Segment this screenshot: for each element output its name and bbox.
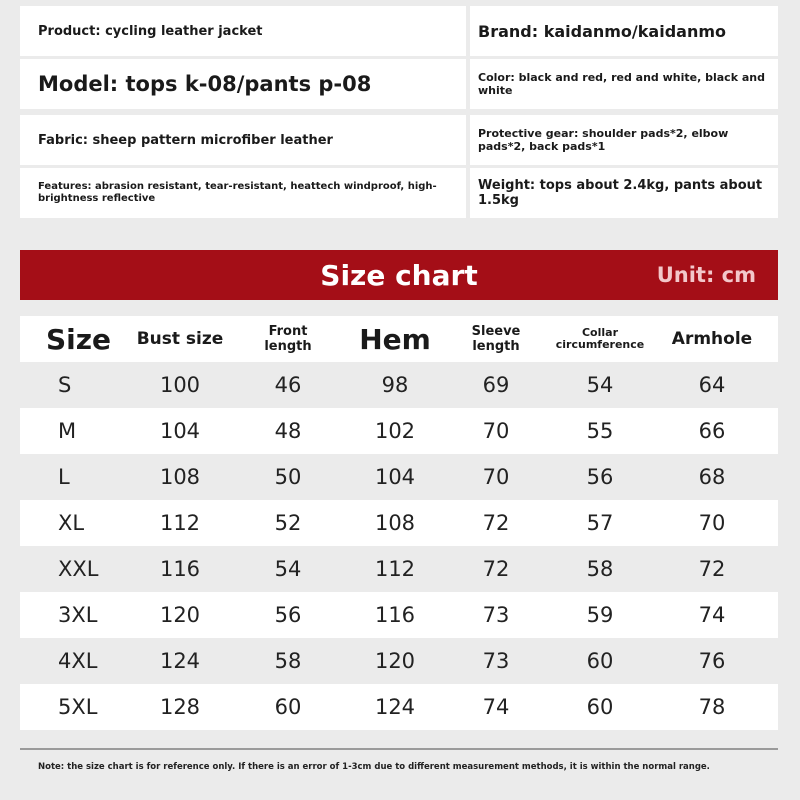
table-row — [20, 500, 778, 546]
spec-brand: Brand: kaidanmo/kaidanmo — [470, 6, 778, 56]
cell-bust-size: 120 — [159, 603, 201, 627]
header-size: Size — [46, 322, 112, 356]
cell-sleeve-length: 70 — [482, 465, 510, 489]
cell-sleeve-length: 73 — [482, 603, 510, 627]
header-hem: Hem — [359, 322, 431, 356]
cell-hem: 120 — [374, 649, 416, 673]
footnote: Note: the size chart is for reference only. If there is an error of 1-3cm due to different measurement methods, it is within the normal range. — [38, 762, 710, 772]
cell-collar-circumference: 57 — [586, 511, 614, 535]
spec-model: Model: tops k-08/pants p-08 — [20, 59, 466, 109]
cell-armhole: 66 — [698, 419, 726, 443]
cell-bust-size: 100 — [159, 373, 201, 397]
cell-front-length: 46 — [274, 373, 302, 397]
table-body — [20, 362, 778, 730]
unit-label: Unit: cm — [656, 263, 756, 287]
size-chart-banner — [20, 250, 778, 300]
cell-front-length: 58 — [274, 649, 302, 673]
header-collar-circumference: Collar circumference — [555, 326, 645, 351]
table-row — [20, 408, 778, 454]
cell-collar-circumference: 60 — [586, 695, 614, 719]
cell-bust-size: 128 — [159, 695, 201, 719]
spec-weight: Weight: tops about 2.4kg, pants about 1.5kg — [470, 168, 778, 218]
cell-armhole: 74 — [698, 603, 726, 627]
cell-collar-circumference: 55 — [586, 419, 614, 443]
cell-size: S — [58, 373, 72, 397]
cell-front-length: 60 — [274, 695, 302, 719]
header-sleeve-length: Sleeve length — [471, 324, 521, 354]
cell-size: L — [58, 465, 70, 489]
bottom-divider — [20, 748, 778, 750]
spec-color: Color: black and red, red and white, black and white — [470, 59, 778, 109]
cell-armhole: 76 — [698, 649, 726, 673]
cell-hem: 98 — [381, 373, 409, 397]
cell-size: M — [58, 419, 77, 443]
cell-size: XL — [58, 511, 85, 535]
table-row — [20, 362, 778, 408]
cell-collar-circumference: 58 — [586, 557, 614, 581]
spec-fabric: Fabric: sheep pattern microfiber leather — [20, 115, 466, 165]
cell-armhole: 70 — [698, 511, 726, 535]
cell-hem: 112 — [374, 557, 416, 581]
cell-sleeve-length: 73 — [482, 649, 510, 673]
cell-sleeve-length: 72 — [482, 511, 510, 535]
cell-armhole: 72 — [698, 557, 726, 581]
spec-product: Product: cycling leather jacket — [20, 6, 466, 56]
cell-collar-circumference: 54 — [586, 373, 614, 397]
cell-size: 5XL — [58, 695, 98, 719]
spec-row-model — [20, 59, 778, 109]
spec-row-features — [20, 168, 778, 218]
table-row — [20, 592, 778, 638]
cell-sleeve-length: 72 — [482, 557, 510, 581]
header-armhole: Armhole — [671, 329, 753, 349]
cell-front-length: 50 — [274, 465, 302, 489]
cell-collar-circumference: 56 — [586, 465, 614, 489]
cell-size: 4XL — [58, 649, 98, 673]
spec-row-fabric — [20, 115, 778, 165]
cell-sleeve-length: 69 — [482, 373, 510, 397]
cell-sleeve-length: 74 — [482, 695, 510, 719]
cell-front-length: 54 — [274, 557, 302, 581]
cell-hem: 108 — [374, 511, 416, 535]
cell-hem: 102 — [374, 419, 416, 443]
cell-bust-size: 108 — [159, 465, 201, 489]
cell-bust-size: 116 — [159, 557, 201, 581]
table-row — [20, 684, 778, 730]
cell-collar-circumference: 60 — [586, 649, 614, 673]
cell-armhole: 64 — [698, 373, 726, 397]
cell-bust-size: 124 — [159, 649, 201, 673]
header-bust-size: Bust size — [136, 329, 224, 349]
cell-front-length: 56 — [274, 603, 302, 627]
spec-row-product — [20, 6, 778, 56]
cell-hem: 116 — [374, 603, 416, 627]
size-table — [20, 316, 778, 730]
cell-bust-size: 104 — [159, 419, 201, 443]
header-front-length: Front length — [264, 324, 312, 354]
cell-size: 3XL — [58, 603, 98, 627]
cell-hem: 124 — [374, 695, 416, 719]
table-row — [20, 546, 778, 592]
spec-features: Features: abrasion resistant, tear-resistant, heattech windproof, high-brightness reflective — [20, 168, 466, 218]
spec-protective-gear: Protective gear: shoulder pads*2, elbow pads*2, back pads*1 — [470, 115, 778, 165]
table-row — [20, 454, 778, 500]
cell-collar-circumference: 59 — [586, 603, 614, 627]
size-chart-title: Size chart — [320, 258, 478, 292]
cell-size: XXL — [58, 557, 99, 581]
cell-armhole: 68 — [698, 465, 726, 489]
table-row — [20, 638, 778, 684]
cell-front-length: 48 — [274, 419, 302, 443]
cell-front-length: 52 — [274, 511, 302, 535]
cell-bust-size: 112 — [159, 511, 201, 535]
cell-armhole: 78 — [698, 695, 726, 719]
table-header — [20, 316, 778, 362]
cell-sleeve-length: 70 — [482, 419, 510, 443]
cell-hem: 104 — [374, 465, 416, 489]
